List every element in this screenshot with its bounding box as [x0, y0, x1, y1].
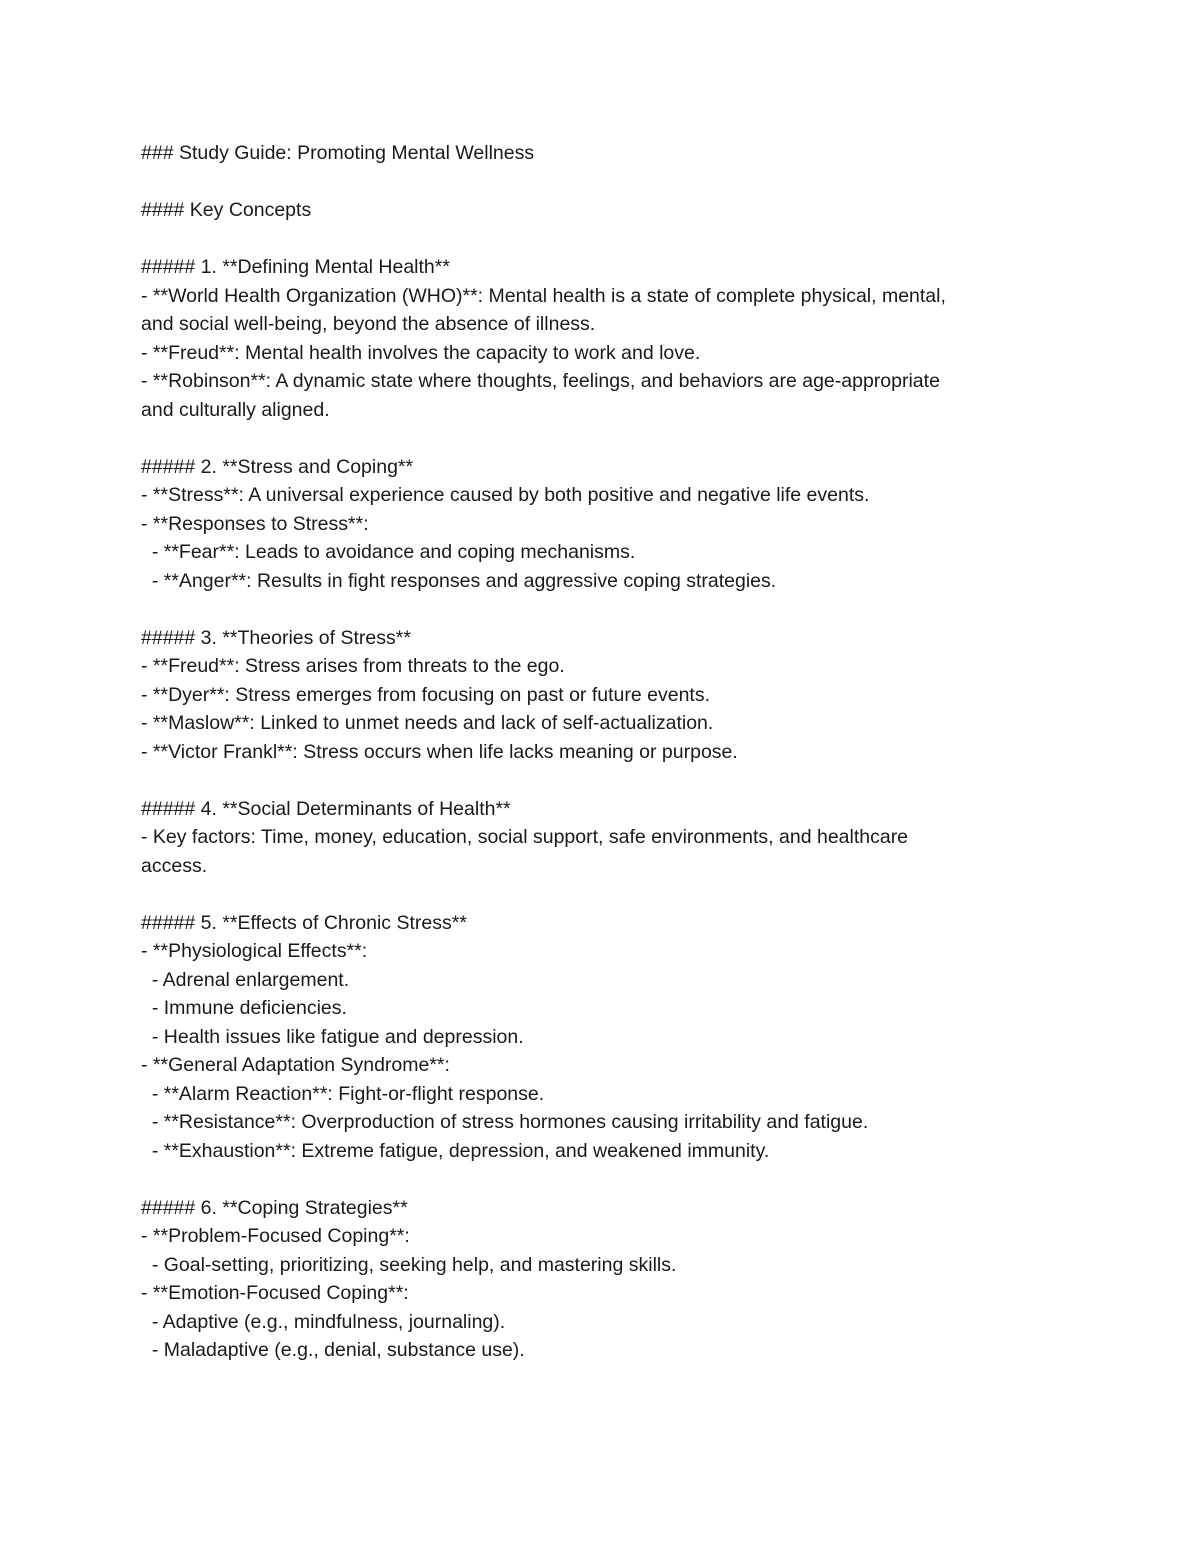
blank-line: [141, 424, 1061, 453]
subsection-heading-social-determinants: ##### 4. **Social Determinants of Health**: [141, 797, 511, 820]
blank-line: [141, 595, 1061, 624]
list-item: - **General Adaptation Syndrome**:: [141, 1054, 450, 1076]
nested-list-item: - Health issues like fatigue and depression.: [141, 1025, 524, 1048]
list-item: - Key factors: Time, money, education, social support, safe environments, and healthcare: [141, 826, 909, 848]
blank-line: [141, 1165, 1061, 1194]
nested-list-item: - Maladaptive (e.g., denial, substance use).: [141, 1339, 525, 1361]
list-item: - **Dyer**: Stress emerges from focusing on past or future events.: [141, 683, 710, 706]
list-item: - **Freud**: Mental health involves the capacity to work and love.: [141, 341, 701, 364]
list-item: - **Maslow**: Linked to unmet needs and lack of self-actualization.: [141, 712, 714, 734]
list-item-continuation: and culturally aligned.: [141, 398, 330, 421]
list-item: - **Robinson**: A dynamic state where thoughts, feelings, and behaviors are age-appropriate: [141, 370, 940, 392]
list-item-continuation: and social well-being, beyond the absence of illness.: [141, 313, 596, 335]
list-item: - **Victor Frankl**: Stress occurs when life lacks meaning or purpose.: [141, 740, 738, 763]
subsection-heading-theories-of-stress: ##### 3. **Theories of Stress**: [141, 626, 411, 649]
nested-list-item: - **Resistance**: Overproduction of stress hormones causing irritability and fatigue.: [141, 1111, 869, 1133]
nested-list-item: - Immune deficiencies.: [141, 997, 347, 1019]
list-item: - **Emotion-Focused Coping**:: [141, 1282, 409, 1304]
nested-list-item: - Adrenal enlargement.: [141, 968, 350, 991]
section-heading-key-concepts: #### Key Concepts: [141, 199, 312, 221]
subsection-heading-defining-mental-health: ##### 1. **Defining Mental Health**: [141, 256, 450, 278]
nested-list-item: - **Anger**: Results in fight responses and aggressive coping strategies.: [141, 569, 777, 592]
blank-line: [141, 225, 1061, 254]
nested-list-item: - Adaptive (e.g., mindfulness, journaling).: [141, 1310, 506, 1333]
nested-list-item: - **Alarm Reaction**: Fight-or-flight response.: [141, 1082, 545, 1105]
nested-list-item: - **Exhaustion**: Extreme fatigue, depression, and weakened immunity.: [141, 1139, 770, 1162]
list-item: - **Physiological Effects**:: [141, 940, 368, 962]
nested-list-item: - Goal-setting, prioritizing, seeking help, and mastering skills.: [141, 1253, 677, 1276]
list-item: - **Freud**: Stress arises from threats to the ego.: [141, 655, 565, 677]
subsection-heading-effects-of-chronic-stress: ##### 5. **Effects of Chronic Stress**: [141, 911, 467, 934]
list-item: - **World Health Organization (WHO)**: Mental health is a state of complete physical, mental,: [141, 284, 946, 307]
subsection-heading-stress-and-coping: ##### 2. **Stress and Coping**: [141, 455, 414, 478]
list-item: - **Stress**: A universal experience caused by both positive and negative life events.: [141, 484, 870, 506]
document-title: ### Study Guide: Promoting Mental Wellness: [141, 142, 535, 164]
document-body: [141, 139, 1061, 1365]
list-item: - **Responses to Stress**:: [141, 512, 369, 535]
list-item-continuation: access.: [141, 854, 208, 877]
subsection-heading-coping-strategies: ##### 6. **Coping Strategies**: [141, 1196, 408, 1219]
blank-line: [141, 168, 1061, 197]
blank-line: [141, 880, 1061, 909]
list-item: - **Problem-Focused Coping**:: [141, 1225, 410, 1247]
nested-list-item: - **Fear**: Leads to avoidance and coping mechanisms.: [141, 541, 636, 563]
blank-line: [141, 766, 1061, 795]
